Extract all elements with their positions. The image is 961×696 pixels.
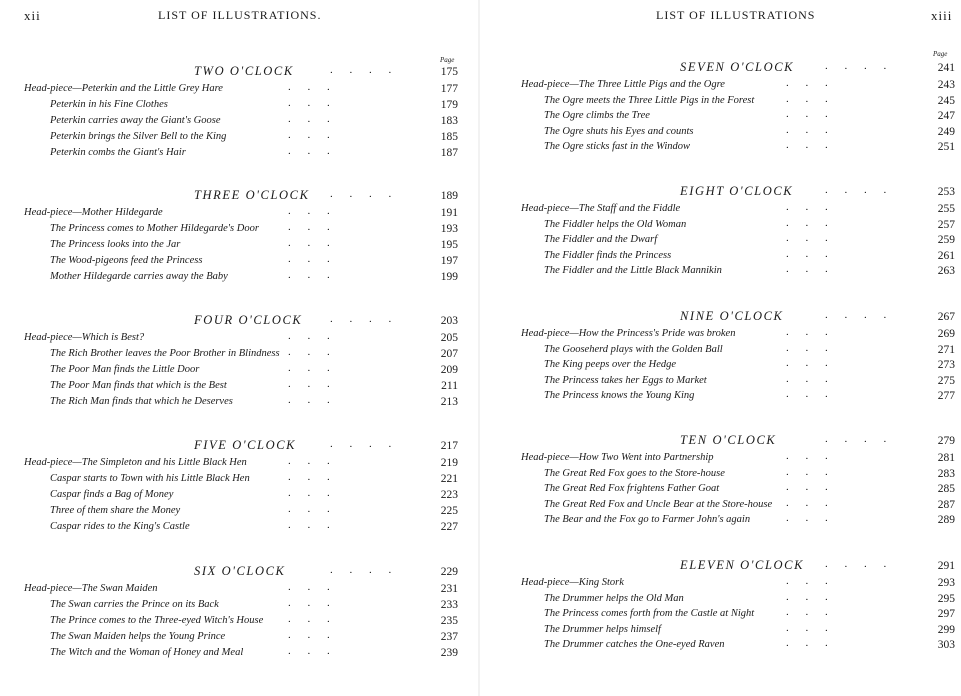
leader-dots: . . . (288, 613, 330, 625)
page-number: 251 (937, 141, 955, 154)
leader-dots: . . . (786, 575, 828, 587)
leader-dots: . . . (786, 388, 828, 401)
page-number: 231 (440, 583, 458, 595)
page-number: 239 (440, 647, 458, 659)
list-item (480, 234, 961, 250)
headpiece-title: Head-piece—The Staff and the Fiddle (521, 203, 681, 214)
page-number: 207 (440, 348, 458, 360)
list-item (480, 514, 961, 530)
illustration-title: The Drummer helps himself (544, 623, 661, 635)
leader-dots: . . . . (825, 60, 887, 72)
list-item (480, 92, 961, 111)
page-number: 213 (440, 396, 458, 408)
list-item (480, 203, 961, 219)
list-item (480, 359, 961, 375)
illustration-title: The Swan carries the Prince on its Back (50, 599, 219, 610)
leader-dots: . . . (786, 341, 828, 354)
list-item (480, 465, 961, 484)
list-item (0, 647, 480, 663)
illustration-title: Caspar finds a Bag of Money (50, 489, 174, 500)
illustration-title: The Ogre shuts his Eyes and counts (544, 125, 694, 137)
section-heading: EIGHT O'CLOCK (680, 184, 794, 198)
headpiece-title: Head-piece—King Stork (521, 577, 624, 588)
page-number: 287 (937, 498, 955, 511)
leader-dots: . . . (288, 455, 330, 467)
list-item (480, 110, 961, 126)
list-item (480, 590, 961, 609)
leader-dots: . . . (786, 606, 828, 619)
page-number: 257 (937, 218, 955, 231)
leader-dots: . . . . (825, 184, 887, 196)
page-number: 175 (440, 66, 458, 78)
page-number: 233 (440, 599, 458, 611)
page-number: 269 (937, 328, 955, 340)
leader-dots: . . . (786, 465, 828, 478)
left-page (0, 0, 480, 696)
section-heading: SIX O'CLOCK (194, 564, 286, 578)
page-number: 177 (440, 83, 458, 95)
page-number: 225 (440, 505, 458, 517)
list-item (480, 265, 961, 281)
page-number: 223 (440, 489, 458, 501)
list-item (0, 332, 480, 348)
illustration-title: Peterkin carries away the Giant's Goose (50, 115, 221, 126)
page-number: 199 (440, 271, 458, 283)
illustration-title: Three of them share the Money (50, 505, 181, 516)
leader-dots: . . . (288, 129, 330, 141)
leader-dots: . . . (288, 362, 330, 374)
illustration-title: The Princess comes to Mother Hildegarde's Door (50, 223, 259, 234)
leader-dots: . . . (288, 471, 330, 483)
leader-dots: . . . (786, 201, 828, 213)
list-item (0, 599, 480, 615)
list-item (0, 348, 480, 364)
page-column-label: Page (933, 50, 948, 58)
list-item (0, 457, 480, 473)
list-item (0, 489, 480, 505)
leader-dots: . . . (288, 394, 330, 406)
leader-dots: . . . (288, 378, 330, 390)
page-column-label: Page (440, 56, 455, 64)
page-number: 289 (937, 514, 955, 527)
page-number: 277 (937, 390, 955, 403)
list-item (0, 255, 480, 271)
page-number: 237 (440, 631, 458, 643)
list-item (480, 608, 961, 624)
leader-dots: . . . (288, 253, 330, 265)
illustration-title: The Rich Man finds that which he Deserves (50, 396, 233, 407)
leader-dots: . . . (288, 487, 330, 499)
list-item (0, 505, 480, 521)
leader-dots: . . . (288, 629, 330, 641)
list-item (0, 99, 480, 115)
leader-dots: . . . (786, 92, 828, 105)
headpiece-title: Head-piece—The Simpleton and his Little Black Hen (24, 457, 247, 468)
page-number: 249 (937, 125, 955, 138)
leader-dots: . . . . (330, 438, 392, 450)
page-number: 185 (440, 131, 458, 143)
leader-dots: . . . (786, 232, 828, 245)
page-number: 279 (937, 435, 955, 447)
list-item (0, 615, 480, 631)
illustration-title: The Ogre sticks fast in the Window (544, 141, 691, 153)
leader-dots: . . . (786, 139, 828, 152)
headpiece-title: Head-piece—How Two Went into Partnership (521, 452, 714, 463)
illustration-title: The Princess takes her Eggs to Market (544, 374, 707, 386)
list-item (0, 583, 480, 599)
illustration-title: Caspar starts to Town with his Little Black Hen (50, 473, 250, 484)
leader-dots: . . . (288, 237, 330, 249)
illustration-title: Peterkin combs the Giant's Hair (50, 147, 186, 158)
page-number: 183 (440, 115, 458, 127)
list-item (480, 216, 961, 235)
headpiece-title: Head-piece—The Three Little Pigs and the Ogre (521, 79, 725, 90)
section-heading: NINE O'CLOCK (680, 309, 784, 323)
illustration-title: The Princess knows the Young King (544, 390, 695, 402)
page-number: 291 (937, 560, 955, 572)
leader-dots: . . . (786, 450, 828, 462)
leader-dots: . . . (786, 326, 828, 338)
illustration-title: The Fiddler finds the Princess (544, 249, 672, 261)
list-item (0, 147, 480, 163)
list-item (480, 247, 961, 266)
page-number: 227 (440, 521, 458, 533)
headpiece-title: Head-piece—How the Princess's Pride was broken (521, 328, 736, 339)
section-heading: TEN O'CLOCK (680, 433, 777, 447)
leader-dots: . . . (288, 269, 330, 281)
leader-dots: . . . (786, 357, 828, 370)
leader-dots: . . . (288, 346, 330, 358)
page-number: 271 (937, 343, 955, 356)
leader-dots: . . . (786, 216, 828, 229)
list-item (480, 621, 961, 640)
illustration-title: The Prince comes to the Three-eyed Witch's House (50, 615, 264, 626)
right-page (480, 0, 961, 696)
list-item (0, 131, 480, 147)
list-item (480, 483, 961, 499)
section-heading: SEVEN O'CLOCK (680, 60, 795, 74)
page-number: 283 (937, 467, 955, 480)
leader-dots: . . . (786, 263, 828, 276)
illustration-title: The Wood-pigeons feed the Princess (50, 255, 203, 266)
list-item (480, 328, 961, 344)
running-head: LIST OF ILLUSTRATIONS. (158, 8, 322, 22)
page-number: 179 (440, 99, 458, 111)
leader-dots: . . . (786, 512, 828, 525)
illustration-title: The Witch and the Woman of Honey and Meal (50, 647, 244, 658)
leader-dots: . . . . (330, 564, 392, 576)
illustration-title: Peterkin in his Fine Clothes (50, 99, 168, 110)
leader-dots: . . . . (330, 313, 392, 325)
illustration-title: The Poor Man finds that which is the Best (50, 380, 227, 391)
list-item (480, 496, 961, 515)
section-heading: FIVE O'CLOCK (194, 438, 297, 452)
running-head: LIST OF ILLUSTRATIONS (656, 8, 816, 22)
headpiece-title: Head-piece—Peterkin and the Little Grey Hare (24, 83, 223, 94)
page-number: 263 (937, 265, 955, 278)
list-item (0, 631, 480, 647)
list-item (0, 473, 480, 489)
leader-dots: . . . (786, 496, 828, 509)
list-item (0, 115, 480, 131)
list-item (0, 223, 480, 239)
page-number: 211 (441, 380, 458, 392)
page-number: 275 (937, 374, 955, 387)
page-number: 203 (440, 315, 458, 327)
list-item (480, 341, 961, 360)
page-number: 261 (937, 249, 955, 262)
list-item (480, 123, 961, 142)
page-number: 281 (937, 452, 955, 464)
leader-dots: . . . (288, 145, 330, 157)
page-number: 195 (440, 239, 458, 251)
page-number: 193 (440, 223, 458, 235)
list-item (0, 396, 480, 412)
leader-dots: . . . . (825, 309, 887, 321)
leader-dots: . . . . (825, 558, 887, 570)
list-item (0, 271, 480, 287)
leader-dots: . . . . (330, 188, 392, 200)
page-number: 243 (937, 79, 955, 91)
section-heading: THREE O'CLOCK (194, 188, 310, 202)
page-number: 229 (440, 566, 458, 578)
leader-dots: . . . (786, 108, 828, 121)
leader-dots: . . . (288, 330, 330, 342)
folio: xiii (931, 8, 953, 23)
page-number: 295 (937, 592, 955, 605)
illustration-title: The Bear and the Fox go to Farmer John's again (544, 514, 751, 526)
headpiece-title: Head-piece—The Swan Maiden (24, 583, 158, 594)
leader-dots: . . . (288, 97, 330, 109)
page-number: 247 (937, 110, 955, 123)
leader-dots: . . . (288, 519, 330, 531)
list-item (0, 239, 480, 255)
leader-dots: . . . (786, 372, 828, 385)
list-item (480, 577, 961, 593)
leader-dots: . . . (288, 113, 330, 125)
headpiece-title: Head-piece—Mother Hildegarde (24, 207, 163, 218)
list-item (0, 207, 480, 223)
section-heading: FOUR O'CLOCK (194, 313, 303, 327)
list-item (0, 521, 480, 537)
page-number: 209 (440, 364, 458, 376)
list-item (0, 380, 480, 396)
page-number: 285 (937, 483, 955, 496)
leader-dots: . . . (288, 81, 330, 93)
illustration-title: The Drummer helps the Old Man (544, 592, 684, 604)
page-number: 299 (937, 623, 955, 636)
leader-dots: . . . (288, 503, 330, 515)
illustration-title: The Fiddler and the Little Black Mannikin (544, 265, 722, 277)
leader-dots: . . . . (825, 433, 887, 445)
illustration-title: The Great Red Fox and Uncle Bear at the Store-house (544, 498, 773, 510)
headpiece-title: Head-piece—Which is Best? (24, 332, 145, 343)
leader-dots: . . . (288, 597, 330, 609)
page-number: 253 (937, 186, 955, 198)
leader-dots: . . . (288, 205, 330, 217)
illustration-title: The Poor Man finds the Little Door (50, 364, 200, 375)
illustration-title: The Swan Maiden helps the Young Prince (50, 631, 226, 642)
list-item (480, 372, 961, 391)
illustration-title: Caspar rides to the King's Castle (50, 521, 190, 532)
illustration-title: The Princess looks into the Jar (50, 239, 181, 250)
page-number: 267 (937, 311, 955, 323)
page-number: 293 (937, 577, 955, 589)
list-item (0, 83, 480, 99)
page-number: 221 (440, 473, 458, 485)
section-heading: TWO O'CLOCK (194, 64, 294, 78)
page-number: 241 (937, 62, 955, 74)
page-number: 235 (440, 615, 458, 627)
page-number: 255 (937, 203, 955, 215)
illustration-title: Peterkin brings the Silver Bell to the King (50, 131, 227, 142)
section-heading: ELEVEN O'CLOCK (680, 558, 805, 572)
illustration-title: The Princess comes forth from the Castle at Night (544, 608, 755, 620)
illustration-title: The Great Red Fox goes to the Store-house (544, 467, 725, 479)
illustration-title: The Rich Brother leaves the Poor Brother in Blindness (50, 348, 280, 359)
page-number: 189 (440, 190, 458, 202)
folio: xii (24, 8, 41, 23)
leader-dots: . . . (786, 621, 828, 634)
page-number: 197 (440, 255, 458, 267)
illustration-title: The Drummer catches the One-eyed Raven (544, 639, 725, 651)
leader-dots: . . . (786, 77, 828, 89)
illustration-title: The King peeps over the Hedge (544, 359, 677, 371)
illustration-title: The Fiddler and the Dwarf (544, 234, 658, 246)
illustration-title: Mother Hildegarde carries away the Baby (50, 271, 228, 282)
list-item (480, 390, 961, 406)
list-item (480, 79, 961, 95)
page-number: 303 (937, 639, 955, 652)
page-number: 297 (937, 608, 955, 621)
page-number: 217 (440, 440, 458, 452)
leader-dots: . . . (288, 581, 330, 593)
illustration-title: The Gooseherd plays with the Golden Ball (544, 343, 723, 355)
illustration-title: The Great Red Fox frightens Father Goat (544, 483, 720, 495)
list-item (480, 639, 961, 655)
leader-dots: . . . (786, 637, 828, 650)
page-number: 187 (440, 147, 458, 159)
page-number: 245 (937, 94, 955, 107)
leader-dots: . . . (786, 481, 828, 494)
illustration-title: The Ogre climbs the Tree (544, 110, 650, 122)
page-number: 191 (440, 207, 458, 219)
leader-dots: . . . (288, 645, 330, 657)
illustration-title: The Fiddler helps the Old Woman (544, 218, 687, 230)
page-number: 219 (440, 457, 458, 469)
page-number: 259 (937, 234, 955, 247)
leader-dots: . . . (786, 123, 828, 136)
leader-dots: . . . (786, 590, 828, 603)
illustration-title: The Ogre meets the Three Little Pigs in the Forest (544, 94, 755, 106)
list-item (480, 141, 961, 157)
leader-dots: . . . (288, 221, 330, 233)
leader-dots: . . . . (330, 64, 392, 76)
list-item (0, 364, 480, 380)
page-number: 205 (440, 332, 458, 344)
leader-dots: . . . (786, 247, 828, 260)
page-number: 273 (937, 359, 955, 372)
list-item (480, 452, 961, 468)
